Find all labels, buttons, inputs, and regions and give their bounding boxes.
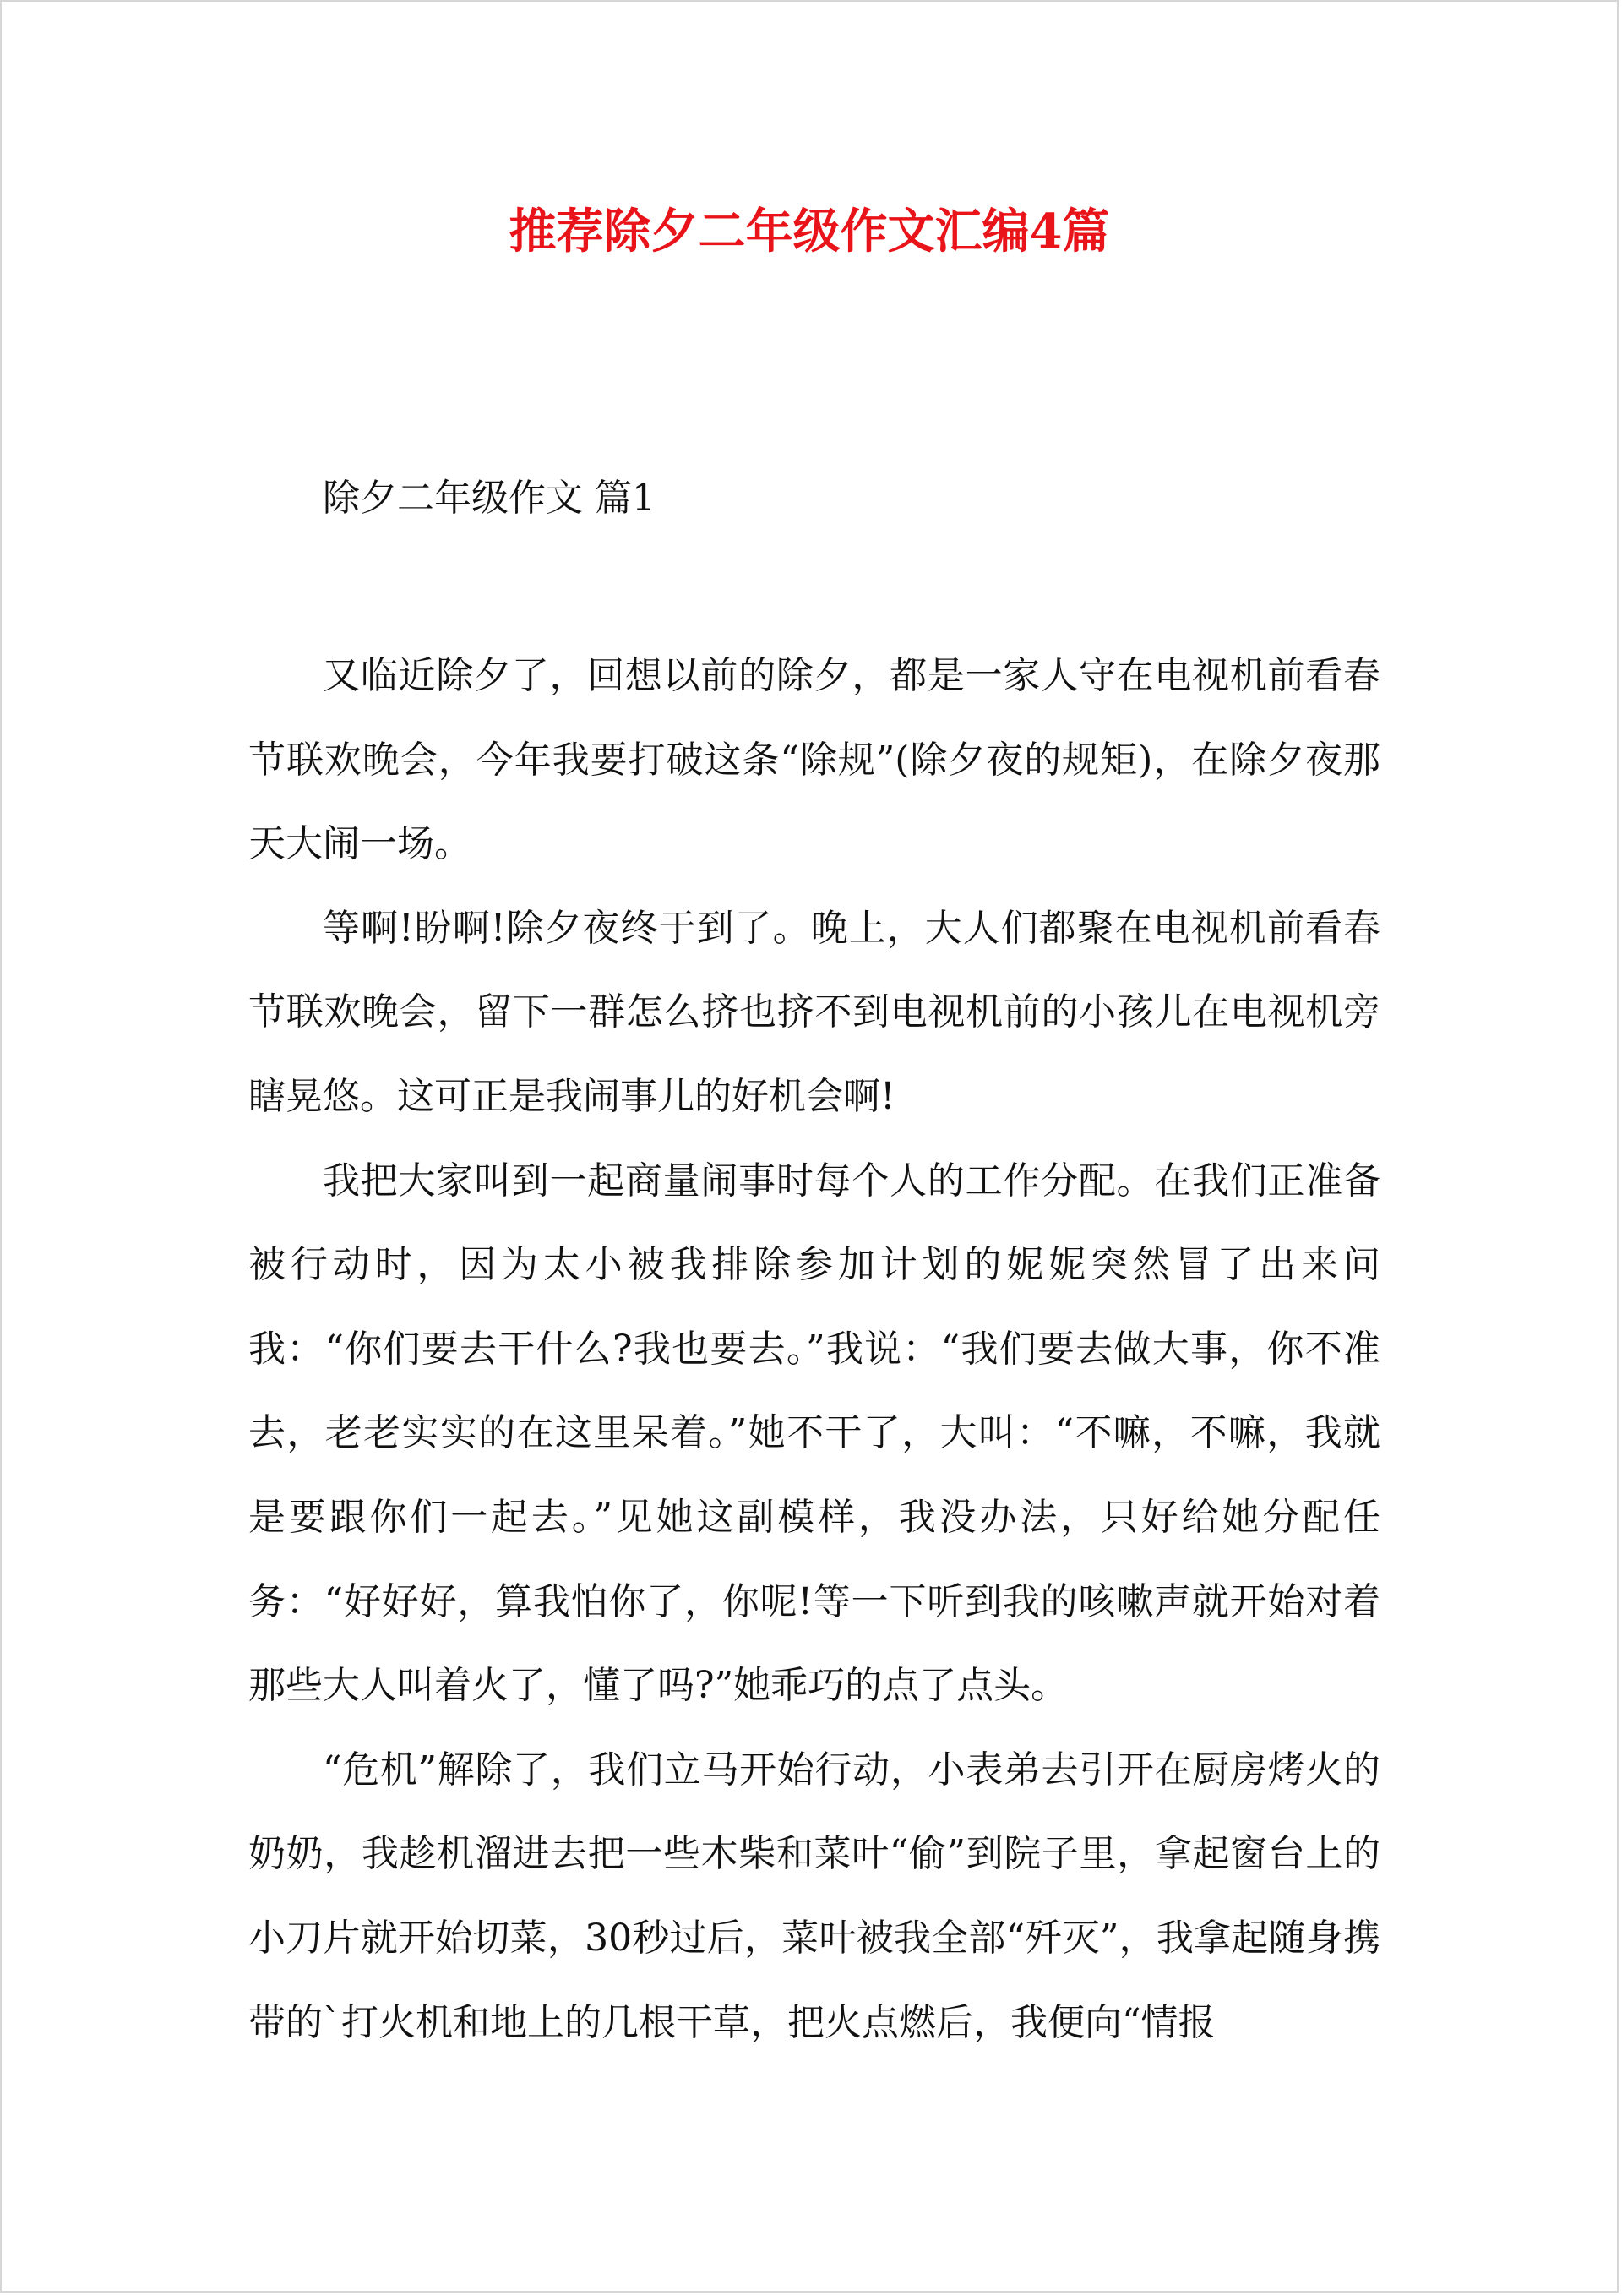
paragraph: “危机”解除了，我们立马开始行动，小表弟去引开在厨房烤火的奶奶，我趁机溜进去把一些木柴和菜叶“偷”到院子里，拿起窗台上的小刀片就开始切菜，30秒过后，菜叶被我全部“歼灭”，我拿起随身携带的`打火机和地上的几根干草，把火点燃后，我便向“情报 [248, 1748, 1380, 2044]
paragraph: 我把大家叫到一起商量闹事时每个人的工作分配。在我们正准备被行动时，因为太小被我排除参加计划的妮妮突然冒了出来问我：“你们要去干什么?我也要去。”我说：“我们要去做大事，你不准去，老老实实的在这里呆着。”她不干了，大叫：“不嘛，不嘛，我就是要跟你们一起去。”见她这副模样，我没办法，只好给她分配任务：“好好好，算我怕你了，你呢!等一下听到我的咳嗽声就开始对着那些大人叫着火了，懂了吗?”她乖巧的点了点头。 [248, 1159, 1380, 1708]
section-heading: 除夕二年级作文 篇1 [323, 477, 656, 520]
document-body [248, 634, 1380, 2064]
document-title: 推荐除夕二年级作文汇编4篇 [509, 204, 1110, 259]
paragraph: 等啊!盼啊!除夕夜终于到了。晚上，大人们都聚在电视机前看春节联欢晚会，留下一群怎么挤也挤不到电视机前的小孩儿在电视机旁瞎晃悠。这可正是我闹事儿的好机会啊! [248, 906, 1380, 1118]
paragraph: 又临近除夕了，回想以前的除夕，都是一家人守在电视机前看春节联欢晚会，今年我要打破这条“除规”(除夕夜的规矩)，在除夕夜那天大闹一场。 [248, 654, 1380, 866]
